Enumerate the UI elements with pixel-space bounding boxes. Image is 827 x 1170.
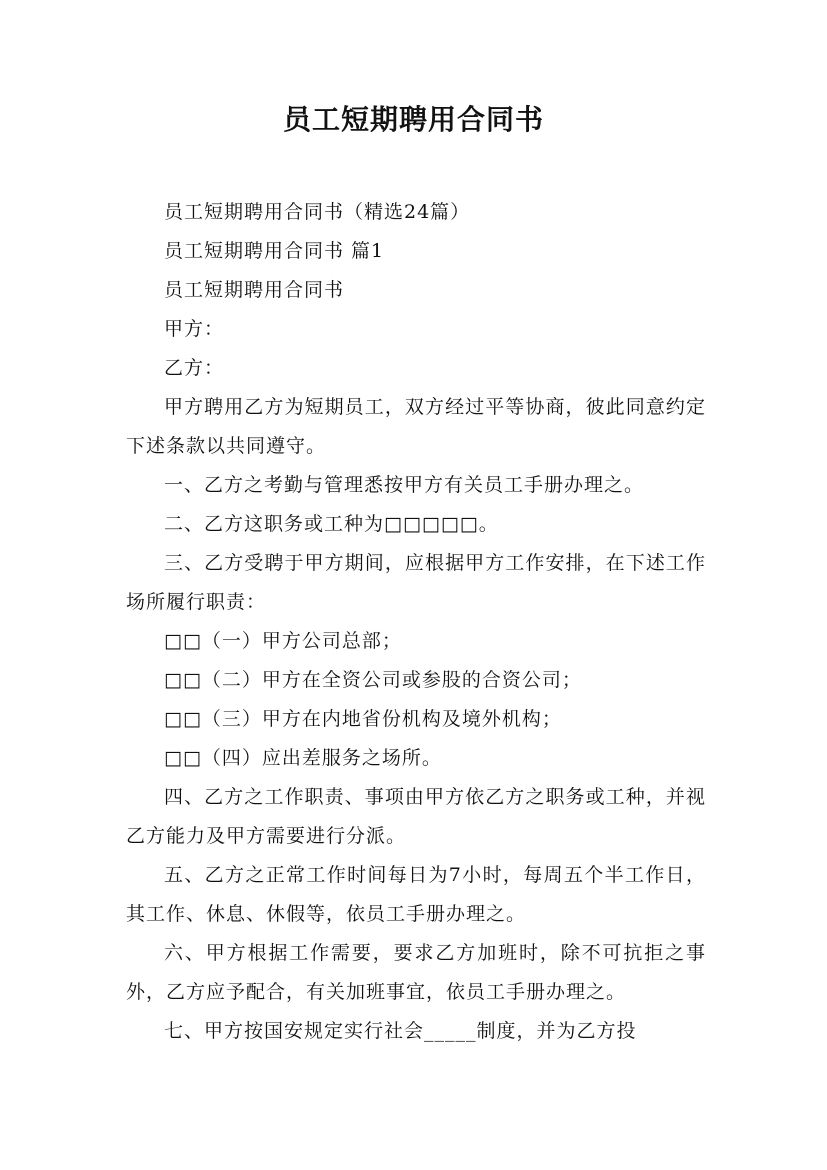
paragraph: 甲方聘用乙方为短期员工，双方经过平等协商，彼此同意约定下述条款以共同遵守。 [126, 396, 706, 457]
paragraph: 二、乙方这职务或工种为□□□□□。 [164, 513, 499, 535]
document-body [126, 193, 706, 1051]
paragraph: □□（三）甲方在内地省份机构及境外机构； [164, 708, 562, 730]
paragraph: 乙方： [164, 357, 225, 379]
paragraph: 七、甲方按国安规定实行社会_____制度，并为乙方投 [164, 1020, 637, 1042]
paragraph: 一、乙方之考勤与管理悉按甲方有关员工手册办理之。 [164, 474, 645, 496]
paragraph: □□（四）应出差服务之场所。 [164, 747, 442, 769]
paragraph: 三、乙方受聘于甲方期间，应根据甲方工作安排，在下述工作场所履行职责： [126, 552, 706, 613]
paragraph: □□（一）甲方公司总部； [164, 630, 402, 652]
paragraph: 五、乙方之正常工作时间每日为7小时，每周五个半工作日，其工作、休息、休假等，依员工手册办理之。 [126, 864, 706, 925]
paragraph: 员工短期聘用合同书 [164, 279, 345, 301]
paragraph: 员工短期聘用合同书 篇1 [164, 240, 385, 262]
paragraph: 六、甲方根据工作需要，要求乙方加班时，除不可抗拒之事外，乙方应予配合，有关加班事宜，依员工手册办理之。 [126, 942, 706, 1003]
paragraph: 四、乙方之工作职责、事项由甲方依乙方之职务或工种，并视乙方能力及甲方需要进行分派。 [126, 786, 706, 847]
document-title: 员工短期聘用合同书 [282, 103, 544, 136]
paragraph: 甲方： [164, 318, 225, 340]
paragraph: □□（二）甲方在全资公司或参股的合资公司； [164, 669, 582, 691]
paragraph: 员工短期聘用合同书（精选24篇） [164, 201, 471, 223]
